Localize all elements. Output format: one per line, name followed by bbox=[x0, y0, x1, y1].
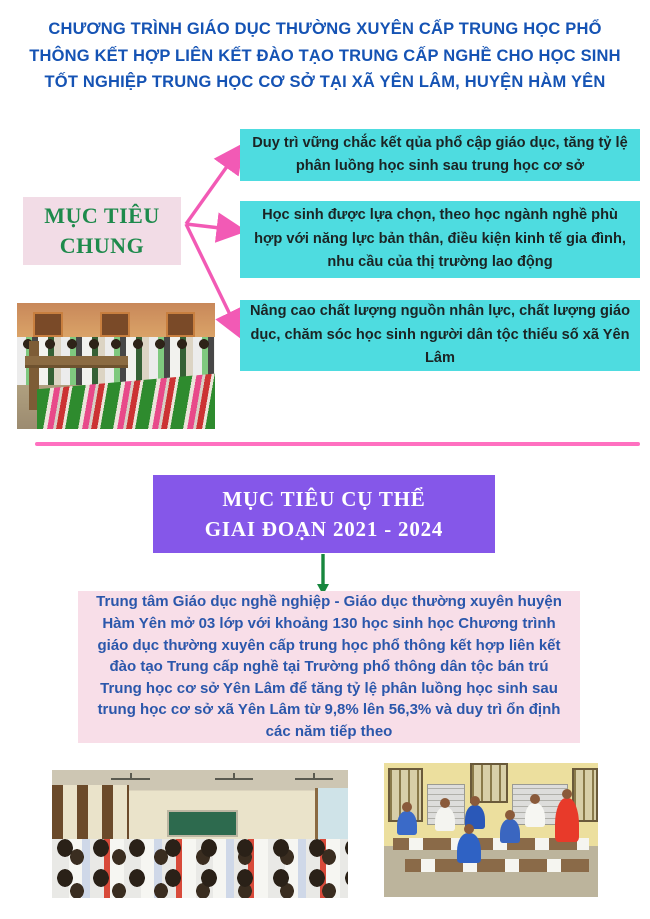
photo-detail bbox=[500, 819, 520, 843]
photo-detail bbox=[397, 811, 417, 835]
photo-detail bbox=[525, 803, 545, 827]
photo-detail bbox=[405, 859, 589, 871]
photo-detail bbox=[25, 356, 128, 365]
objective-text-2: Học sinh được lựa chọn, theo học ngành nghề phù hợp với năng lực bản thân, điều kiện kinh tế gia đình, nhu cầu của thị trường lao động bbox=[254, 207, 626, 271]
arrow-to-objective-2 bbox=[186, 224, 237, 230]
photo-detail bbox=[111, 778, 149, 780]
objective-text-3: Nâng cao chất lượng nguồn nhân lực, chất lượng giáo dục, chăm sóc học sinh người dân tộc thiểu số xã Yên Lâm bbox=[250, 303, 631, 367]
photo-detail bbox=[457, 833, 481, 863]
objective-text-1: Duy trì vững chắc kết qủa phổ cập giáo dục, tăng tỷ lệ phân luồng học sinh sau trung học cơ sở bbox=[252, 134, 628, 174]
objective-card-3 bbox=[240, 300, 640, 371]
photo-detail bbox=[166, 312, 196, 337]
page-title: CHƯƠNG TRÌNH GIÁO DỤC THƯỜNG XUYÊN CẤP TRUNG HỌC PHỔ THÔNG KẾT HỢP LIÊN KẾT ĐÀO TẠO TRUNG CẤP NGHỀ CHO HỌC SINH TỐT NGHIỆP TRUNG HỌC CƠ SỞ TẠI XÃ YÊN LÂM, HUYỆN HÀM YÊN bbox=[29, 20, 621, 92]
objective-card-2 bbox=[240, 201, 640, 278]
description-box bbox=[78, 591, 580, 743]
photo-detail bbox=[52, 785, 129, 844]
photo-detail bbox=[215, 778, 253, 780]
photo-detail bbox=[167, 810, 238, 837]
description-text: Trung tâm Giáo dục nghề nghiệp - Giáo dục thường xuyên huyện Hàm Yên mở 03 lớp với khoảng 130 học sinh học Chương trình giáo dục thường xuyên cấp trung học phổ thông kết hợp liên kết đào tạo Trung cấp nghề tại Trường phổ thông dân tộc bán trú Trung học cơ sở Yên Lâm để tăng tỷ lệ phân luồng học sinh sau trung học cơ sở xã Yên Lâm từ 9,8% lên 56,3% và duy trì ổn định các năm tiếp theo bbox=[96, 593, 562, 740]
photo-classroom bbox=[52, 770, 348, 898]
photo-weaving-loom bbox=[17, 303, 215, 429]
muc-tieu-chung-label-box bbox=[23, 197, 181, 265]
muc-tieu-cu-the-heading bbox=[153, 475, 495, 553]
photo-detail bbox=[100, 312, 130, 337]
photo-detail bbox=[435, 807, 455, 831]
photo-detail bbox=[33, 312, 63, 337]
photo-detail bbox=[295, 778, 333, 780]
muc-tieu-chung-label: MỤC TIÊU CHUNG bbox=[44, 203, 160, 258]
section-divider bbox=[35, 442, 640, 446]
photo-detail bbox=[555, 798, 579, 842]
arrow-to-objective-1 bbox=[186, 151, 238, 224]
heading-line-1: MỤC TIÊU CỤ THỂ bbox=[222, 486, 426, 511]
photo-vocational-workshop bbox=[384, 763, 598, 897]
photo-detail bbox=[52, 839, 348, 898]
objective-card-1 bbox=[240, 129, 640, 181]
down-arrow bbox=[314, 554, 332, 596]
heading-line-2: GIAI ĐOẠN 2021 - 2024 bbox=[204, 517, 444, 541]
